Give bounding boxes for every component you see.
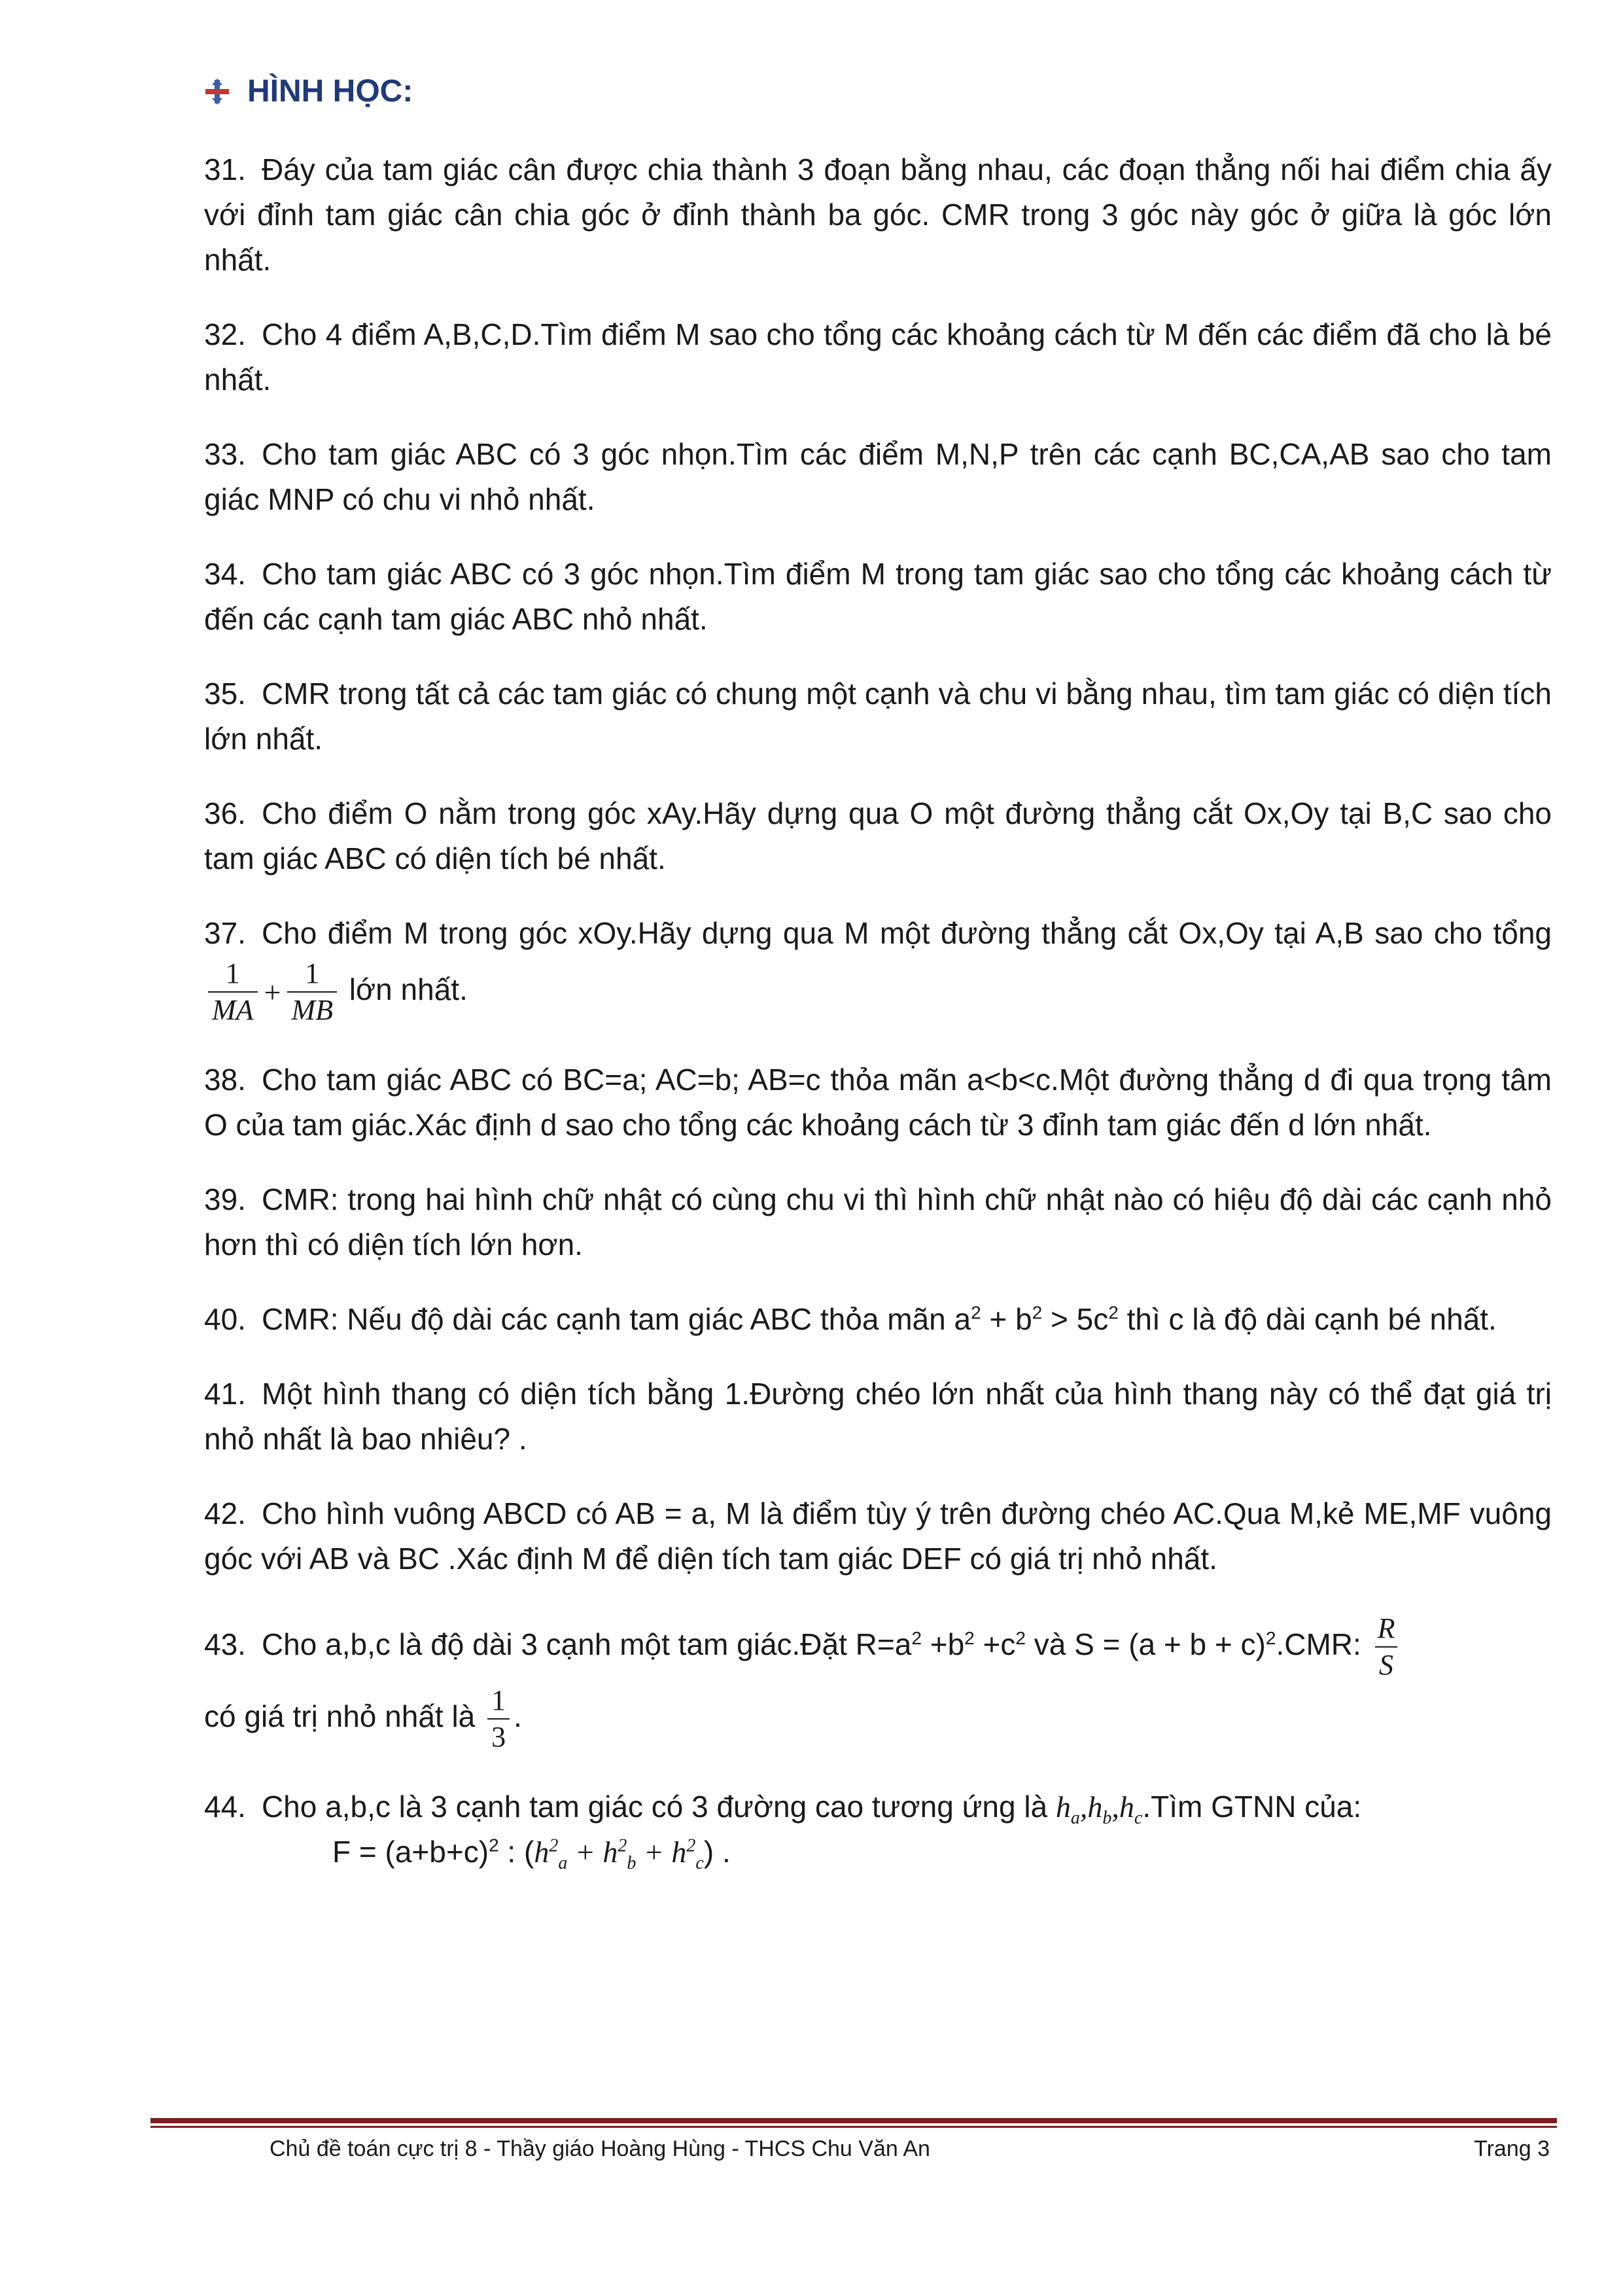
problem-33: [204, 432, 1552, 522]
footer-text: Chủ đề toán cực trị 8 - Thầy giáo Hoàng Hùng - THCS Chu Văn An: [270, 2136, 930, 2161]
problem-text: Cho điểm M trong góc xOy.Hãy dựng qua M một đường thẳng cắt Ox,Oy tại A,B sao cho tổng: [261, 916, 1552, 950]
problem-number: 44.: [204, 1790, 246, 1824]
problem-number: 32.: [204, 317, 246, 351]
problem-number: 37.: [204, 916, 246, 950]
page-number: Trang 3: [1474, 2136, 1550, 2161]
fraction-1-over-mb: [287, 956, 337, 1028]
problem-40: [204, 1297, 1552, 1342]
problem-39: [204, 1177, 1552, 1267]
exponent: 2: [1032, 1302, 1043, 1323]
altitude-symbols: $h_a,h_b,h_c$: [1055, 1790, 1143, 1829]
problem-text: Cho tam giác ABC có BC=a; AC=b; AB=c thỏa mãn a<b<c.Một đường thẳng d đi qua trọng tâm O của tam giác.Xác định d sao cho tổng các khoảng cách từ 3 đỉnh tam giác đến d lớn nhất.: [204, 1063, 1552, 1142]
problem-text: thì c là độ dài cạnh bé nhất.: [1118, 1302, 1497, 1336]
footer-divider: [150, 2118, 1557, 2128]
problem-42: [204, 1491, 1552, 1581]
problem-35: [204, 671, 1552, 762]
fraction-numerator: 1: [491, 1684, 506, 1716]
plus-arrows-icon: [204, 79, 230, 105]
fraction-r-over-s: [1374, 1611, 1399, 1683]
fraction-denominator: 3: [487, 1718, 510, 1755]
problem-32: [204, 312, 1552, 402]
problem-text: và S = (a + b + c): [1025, 1627, 1266, 1662]
problem-number: 35.: [204, 677, 246, 711]
problem-text: Cho 4 điểm A,B,C,D.Tìm điểm M sao cho tổng các khoảng cách từ M đến các điểm đã cho là bé nhất.: [204, 317, 1552, 397]
problem-text: Cho điểm O nằm trong góc xAy.Hãy dựng qua O một đường thẳng cắt Ox,Oy tại B,C sao cho tam giác ABC có diện tích bé nhất.: [204, 796, 1552, 875]
problem-31: [204, 147, 1552, 283]
problem-text: CMR: trong hai hình chữ nhật có cùng chu vi thì hình chữ nhật nào có hiệu độ dài các cạnh nhỏ hơn thì có diện tích lớn hơn.: [204, 1182, 1552, 1262]
problem-number: 43.: [204, 1627, 246, 1662]
exponent: 2: [911, 1627, 922, 1648]
fraction-denominator: MB: [287, 991, 337, 1028]
problem-text: Cho tam giác ABC có 3 góc nhọn.Tìm điểm M trong tam giác sao cho tổng các khoảng cách từ đến các cạnh tam giác ABC nhỏ nhất.: [204, 557, 1552, 636]
problem-number: 39.: [204, 1182, 246, 1216]
problem-37: [204, 911, 1552, 1028]
problem-number: 33.: [204, 437, 246, 471]
problem-text: +c: [974, 1627, 1016, 1662]
problem-number: 38.: [204, 1063, 246, 1097]
problem-number: 34.: [204, 557, 246, 591]
problem-text: Đáy của tam giác cân được chia thành 3 đoạn bằng nhau, các đoạn thẳng nối hai điểm chia ấy với đỉnh tam giác cân chia góc ở đỉnh thành ba góc. CMR trong 3 góc này góc ở giữa là góc lớn nhất.: [204, 152, 1552, 277]
problem-text: Một hình thang có diện tích bằng 1.Đường chéo lớn nhất của hình thang này có thể đạt giá trị nhỏ nhất là bao nhiêu? .: [204, 1377, 1552, 1456]
problem-43: [204, 1611, 1552, 1755]
fraction-1-over-ma: [208, 956, 258, 1028]
problem-text: .: [514, 1699, 522, 1734]
section-title: HÌNH HỌC:: [247, 74, 413, 109]
problem-number: 31.: [204, 152, 246, 186]
exponent: 2: [1015, 1627, 1026, 1648]
exponent: 2: [1265, 1627, 1276, 1648]
problem-38: [204, 1057, 1552, 1148]
problem-text: Cho tam giác ABC có 3 góc nhọn.Tìm các điểm M,N,P trên các cạnh BC,CA,AB sao cho tam giác MNP có chu vi nhỏ nhất.: [204, 437, 1552, 516]
problem-44: [204, 1784, 1552, 1875]
problem-number: 36.: [204, 796, 246, 830]
exponent: 2: [1108, 1302, 1119, 1323]
fraction-denominator: MA: [208, 991, 258, 1028]
problem-list: [204, 147, 1552, 1904]
problem-number: 40.: [204, 1302, 246, 1336]
problem-text: .CMR:: [1276, 1627, 1361, 1662]
fraction-numerator: 1: [225, 957, 240, 989]
problem-text: + b: [981, 1302, 1032, 1336]
fraction-denominator: S: [1375, 1646, 1397, 1683]
problem-text: > 5c: [1042, 1302, 1109, 1336]
problem-text: +b: [921, 1627, 965, 1662]
problem-number: 41.: [204, 1377, 246, 1411]
fraction-one-third: [487, 1683, 510, 1755]
exponent: 2: [971, 1302, 981, 1323]
problem-text: .Tìm GTNN của:: [1142, 1790, 1362, 1824]
problem-text-tail: lớn nhất.: [349, 972, 468, 1007]
problem-text: Cho hình vuông ABCD có AB = a, M là điểm tùy ý trên đường chéo AC.Qua M,kẻ ME,MF vuông góc với AB và BC .Xác định M để diện tích tam giác DEF có giá trị nhỏ nhất.: [204, 1496, 1552, 1576]
fraction-numerator: 1: [305, 957, 320, 989]
formula-f: $F = (a+b+c)^2$ : $(h^2_a + h^2_b + h^2_c)$ .: [332, 1835, 731, 1874]
problem-41: [204, 1371, 1552, 1462]
problem-34: [204, 552, 1552, 642]
exponent: 2: [964, 1627, 975, 1648]
problem-text: có giá trị nhỏ nhất là: [204, 1699, 476, 1734]
problem-text: Cho a,b,c là độ dài 3 cạnh một tam giác.Đặt R=a: [261, 1627, 912, 1662]
plus-sign: +: [264, 975, 281, 1009]
section-heading: [204, 73, 413, 109]
problem-36: [204, 791, 1552, 881]
fraction-numerator: R: [1377, 1612, 1395, 1644]
problem-number: 42.: [204, 1496, 246, 1530]
problem-text: CMR: Nếu độ dài các cạnh tam giác ABC thỏa mãn a: [261, 1302, 971, 1336]
problem-text: Cho a,b,c là 3 cạnh tam giác có 3 đường cao tương ứng là: [261, 1790, 1048, 1824]
problem-text: CMR trong tất cả các tam giác có chung một cạnh và chu vi bằng nhau, tìm tam giác có diện tích lớn nhất.: [204, 677, 1552, 756]
